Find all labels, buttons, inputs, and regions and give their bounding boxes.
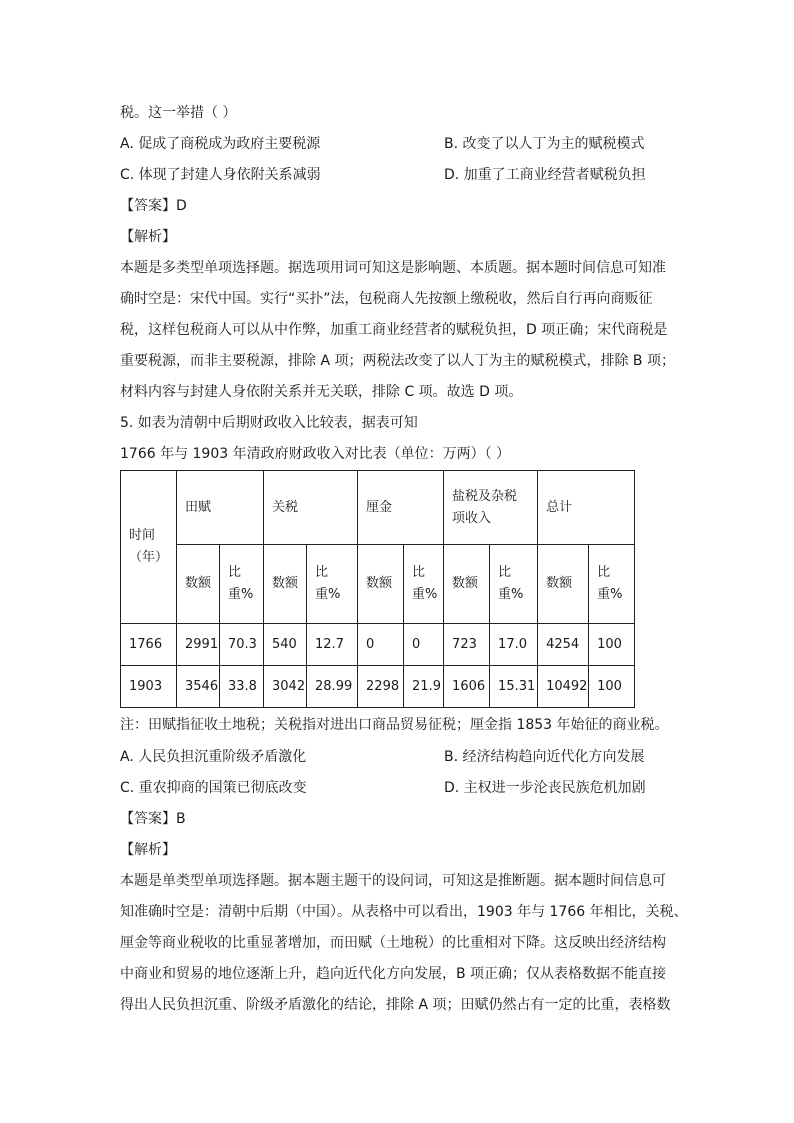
table-cell: 28.99 xyxy=(307,666,358,708)
q5-option-b: B. 经济结构趋向近代化方向发展 xyxy=(444,749,645,765)
table-cell: 1606 xyxy=(444,666,490,708)
q5-option-a: A. 人民负担沉重阶级矛盾激化 xyxy=(120,749,307,765)
q4-option-d: D. 加重了工商业经营者赋税负担 xyxy=(444,167,646,183)
table-header-time: 时间 （年） xyxy=(121,471,177,624)
q5-analysis-line: 本题是单类型单项选择题。据本题主题干的设问词，可知这是推断题。据本题时间信息可 xyxy=(120,873,666,889)
table-subheader-amount: 数额 xyxy=(358,545,404,624)
table-row xyxy=(121,624,635,666)
table-cell: 12.7 xyxy=(307,624,358,666)
q5-table-note: 注：田赋指征收土地税；关税指对进出口商品贸易征税；厘金指 1853 年始征的商业税。 xyxy=(120,717,669,733)
revenue-table xyxy=(120,470,635,708)
table-cell: 0 xyxy=(404,624,444,666)
table-row xyxy=(121,666,635,708)
table-header-group: 田赋 xyxy=(177,471,264,545)
q4-stem-tail: 税。这一举措（ ） xyxy=(120,105,237,121)
q4-analysis-label: 【解析】 xyxy=(120,229,176,245)
table-cell: 100 xyxy=(589,666,635,708)
q4-option-b: B. 改变了以人丁为主的赋税模式 xyxy=(444,136,645,152)
q4-option-c: C. 体现了封建人身依附关系减弱 xyxy=(120,167,321,183)
table-cell: 0 xyxy=(358,624,404,666)
table-subheader-ratio: 比 重% xyxy=(220,545,264,624)
table-cell: 3546 xyxy=(177,666,220,708)
table-cell: 3042 xyxy=(264,666,307,708)
table-header-group: 总计 xyxy=(538,471,635,545)
table-cell: 2298 xyxy=(358,666,404,708)
q4-analysis-line: 重要税源，而非主要税源，排除 A 项；两税法改变了以人丁为主的赋税模式，排除 B 项； xyxy=(120,353,675,369)
table-subheader-amount: 数额 xyxy=(177,545,220,624)
q5-option-c: C. 重农抑商的国策已彻底改变 xyxy=(120,780,307,796)
table-cell: 540 xyxy=(264,624,307,666)
q4-analysis-line: 本题是多类型单项选择题。据选项用词可知这是影响题、本质题。据本题时间信息可知准 xyxy=(120,260,666,276)
table-cell: 2991 xyxy=(177,624,220,666)
table-cell: 1903 xyxy=(121,666,177,708)
table-subheader-amount: 数额 xyxy=(444,545,490,624)
q5-analysis-line: 得出人民负担沉重、阶级矛盾激化的结论，排除 A 项；田赋仍然占有一定的比重，表格数 xyxy=(120,997,671,1013)
table-cell: 15.31 xyxy=(490,666,538,708)
q4-answer: 【答案】D xyxy=(120,198,187,214)
q5-analysis-line: 知准确时空是：清朝中后期（中国）。从表格中可以看出，1903 年与 1766 年相比，关税、 xyxy=(120,904,688,920)
q5-option-d: D. 主权进一步沦丧民族危机加剧 xyxy=(444,780,646,796)
table-subheader-amount: 数额 xyxy=(538,545,589,624)
table-cell: 10492 xyxy=(538,666,589,708)
table-cell: 33.8 xyxy=(220,666,264,708)
table-header-group: 关税 xyxy=(264,471,358,545)
q4-analysis-line: 确时空是：宋代中国。实行“买扑”法，包税商人先按额上缴税收，然后自行再向商贩征 xyxy=(120,291,653,307)
q4-analysis-line: 材料内容与封建人身依附关系并无关联，排除 C 项。故选 D 项。 xyxy=(120,384,523,400)
q5-stem: 5. 如表为清朝中后期财政收入比较表，据表可知 xyxy=(120,415,418,431)
table-cell: 70.3 xyxy=(220,624,264,666)
table-cell: 17.0 xyxy=(490,624,538,666)
table-subheader-ratio: 比 重% xyxy=(307,545,358,624)
table-cell: 723 xyxy=(444,624,490,666)
table-subheader-amount: 数额 xyxy=(264,545,307,624)
table-header-group: 盐税及杂税 项收入 xyxy=(444,471,538,545)
q5-table-title: 1766 年与 1903 年清政府财政收入对比表（单位：万两）（ ） xyxy=(120,446,511,462)
table-cell: 100 xyxy=(589,624,635,666)
q5-analysis-line: 中商业和贸易的地位逐渐上升，趋向近代化方向发展，B 项正确；仅从表格数据不能直接 xyxy=(120,966,667,982)
q5-analysis-line: 厘金等商业税收的比重显著增加，而田赋（土地税）的比重相对下降。这反映出经济结构 xyxy=(120,935,666,951)
q4-analysis-line: 税，这样包税商人可以从中作弊，加重工商业经营者的赋税负担，D 项正确；宋代商税是 xyxy=(120,322,668,338)
table-header-group: 厘金 xyxy=(358,471,444,545)
table-subheader-ratio: 比 重% xyxy=(589,545,635,624)
q4-option-a: A. 促成了商税成为政府主要税源 xyxy=(120,136,321,152)
q5-answer: 【答案】B xyxy=(120,811,186,827)
table-cell: 4254 xyxy=(538,624,589,666)
table-subheader-ratio: 比 重% xyxy=(404,545,444,624)
table-cell: 21.9 xyxy=(404,666,444,708)
table-subheader-ratio: 比 重% xyxy=(490,545,538,624)
table-cell: 1766 xyxy=(121,624,177,666)
q5-analysis-label: 【解析】 xyxy=(120,842,176,858)
